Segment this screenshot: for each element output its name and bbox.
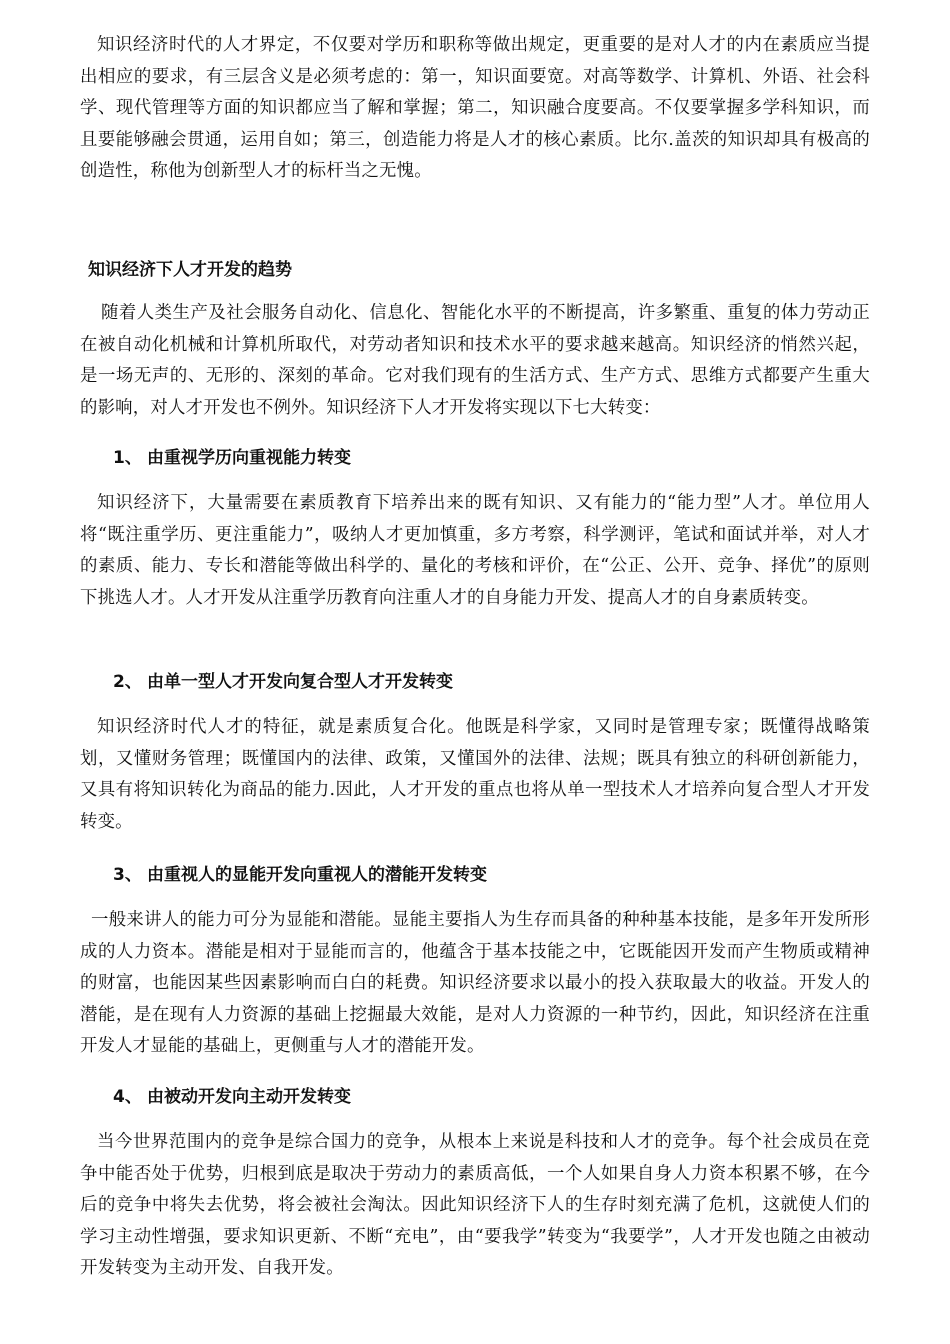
item-body-2: 知识经济时代人才的特征，就是素质复合化。他既是科学家，又同时是管理专家；既懂得战略策划，又懂财务管理；既懂国内的法律、政策，又懂国外的法律、法规；既具有独立的科研创新能力，又具有将知识转化为商品的能力.因此，人才开发的重点也将从单一型技术人才培养向复合型人才开发转变。	[80, 717, 870, 832]
item-heading-2	[113, 670, 453, 694]
section-title: 知识经济下人才开发的趋势	[88, 260, 292, 280]
item-number: 1、	[113, 448, 142, 468]
item-body-4: 当今世界范围内的竞争是综合国力的竞争，从根本上来说是科技和人才的竞争。每个社会成员在竞争中能否处于优势，归根到底是取决于劳动力的素质高低，一个人如果自身人力资本积累不够，在今后的竞争中将失去优势，将会被社会淘汰。因此知识经济下人的生存时刻充满了危机，这就使人们的学习主动性增强，要求知识更新、不断“充电”，由“要我学”转变为“我要学”，人才开发也随之由被动开发转变为主动开发、自我开发。	[80, 1132, 870, 1279]
item-title: 由重视人的显能开发向重视人的潜能开发转变	[147, 865, 487, 885]
item-body-1: 知识经济下，大量需要在素质教育下培养出来的既有知识、又有能力的“能力型”人才。单位用人将“既注重学历、更注重能力”，吸纳人才更加慎重，多方考察，科学测评，笔试和面试并举，对人才的素质、能力、专长和潜能等做出科学的、量化的考核和评价，在“公正、公开、竞争、择优”的原则下挑选人才。人才开发从注重学历教育向注重人才的自身能力开发、提高人才的自身素质转变。	[80, 493, 870, 608]
item-number: 4、	[113, 1087, 142, 1107]
item-number: 3、	[113, 865, 142, 885]
item-heading-3	[113, 863, 487, 887]
item-heading-4	[113, 1085, 351, 1109]
intro-paragraph: 知识经济时代的人才界定，不仅要对学历和职称等做出规定，更重要的是对人才的内在素质应当提出相应的要求，有三层含义是必须考虑的：第一，知识面要宽。对高等数学、计算机、外语、社会科学、现代管理等方面的知识都应当了解和掌握；第二，知识融合度要高。不仅要掌握多学科知识，而且要能够融会贯通，运用自如；第三，创造能力将是人才的核心素质。比尔.盖茨的知识却具有极高的创造性，称他为创新型人才的标杆当之无愧。	[80, 35, 870, 182]
item-title: 由单一型人才开发向复合型人才开发转变	[147, 672, 453, 692]
item-heading-1	[113, 446, 351, 470]
item-body-3: 一般来讲人的能力可分为显能和潜能。显能主要指人为生存而具备的种种基本技能，是多年开发所形成的人力资本。潜能是相对于显能而言的，他蕴含于基本技能之中，它既能因开发而产生物质或精神的财富，也能因某些因素影响而白白的耗费。知识经济要求以最小的投入获取最大的收益。开发人的潜能，是在现有人力资源的基础上挖掘最大效能，是对人力资源的一种节约，因此，知识经济在注重开发人才显能的基础上，更侧重与人才的潜能开发。	[80, 910, 870, 1057]
item-title: 由重视学历向重视能力转变	[147, 448, 351, 468]
item-number: 2、	[113, 672, 142, 692]
item-title: 由被动开发向主动开发转变	[147, 1087, 351, 1107]
section-intro-paragraph: 随着人类生产及社会服务自动化、信息化、智能化水平的不断提高，许多繁重、重复的体力劳动正在被自动化机械和计算机所取代，对劳动者知识和技术水平的要求越来越高。知识经济的悄然兴起，是一场无声的、无形的、深刻的革命。它对我们现有的生活方式、生产方式、思维方式都要产生重大的影响，对人才开发也不例外。知识经济下人才开发将实现以下七大转变：	[80, 303, 870, 418]
